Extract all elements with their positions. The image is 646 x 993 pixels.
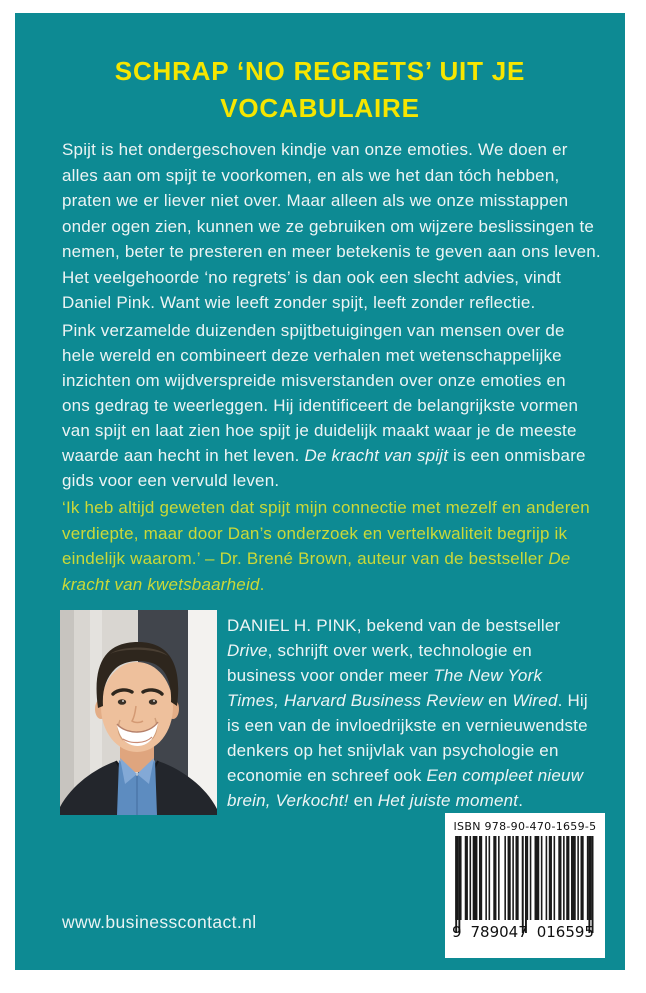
summary-paragraph: Pink verzamelde duizenden spijtbetuigingen van mensen over de hele wereld en combineert deze verhalen met wetenschappelijke inzichten om wijdverspreide misverstanden over onze emoties en ons gedrag te weerleggen. Hij identificeert de belangrijkste vormen van spijt en laat zien hoe spijt je duidelijk maakt waar je de meeste waarde aan hecht in het leven. De kracht van spijt is een onmisbare gids voor een vervuld leven. (62, 321, 586, 490)
author-photo (60, 610, 217, 815)
endorsement-quote: ‘Ik heb altijd geweten dat spijt mijn connectie met mezelf en anderen verdiepte, maar door Dan’s onderzoek en vertelkwaliteit begrijp ik eindelijk waarom.’ – Dr. Brené Brown, auteur van de bestseller De kracht van kwetsbaarheid. (62, 498, 590, 594)
cover-background (15, 13, 625, 970)
barcode-digit-group-3: 016595 (536, 923, 594, 941)
barcode-digit-group-2: 789047 (470, 923, 528, 941)
headline: SCHRAP ‘NO REGRETS’ UIT JE VOCABULAIRE (114, 56, 526, 123)
author-bio: DANIEL H. PINK, bekend van de bestseller Drive, schrijft over werk, technologie en business voor onder meer The New York Times, Harvard Business Review en Wired. Hij is een van de invloedrijkste en vernieuwendste denkers op het snijvlak van psychologie en economie en schreef ook Een compleet nieuw brein, Verkocht! en Het juiste moment. (227, 616, 588, 810)
publisher-website: www.businesscontact.nl (62, 912, 257, 932)
barcode (451, 836, 599, 936)
barcode-digit-group-1: 9 (452, 923, 462, 941)
barcode-digits (450, 923, 600, 941)
isbn-label: ISBN 978-90-470-1659-5 (453, 820, 597, 833)
barcode-panel (445, 813, 605, 958)
intro-paragraph: Spijt is het ondergeschoven kindje van onze emoties. We doen er alles aan om spijt te voorkomen, en als we het dan tóch hebben, praten we er liever niet over. Maar alleen als we onze misstappen onder ogen zien, kunnen we ze gebruiken om wijzere beslissingen te nemen, beter te presteren en meer betekenis te geven aan ons leven. Het veelgehoorde ‘no regrets’ is dan ook een slecht advies, vindt Daniel Pink. Want wie leeft zonder spijt, leeft zonder reflectie. (62, 140, 601, 312)
